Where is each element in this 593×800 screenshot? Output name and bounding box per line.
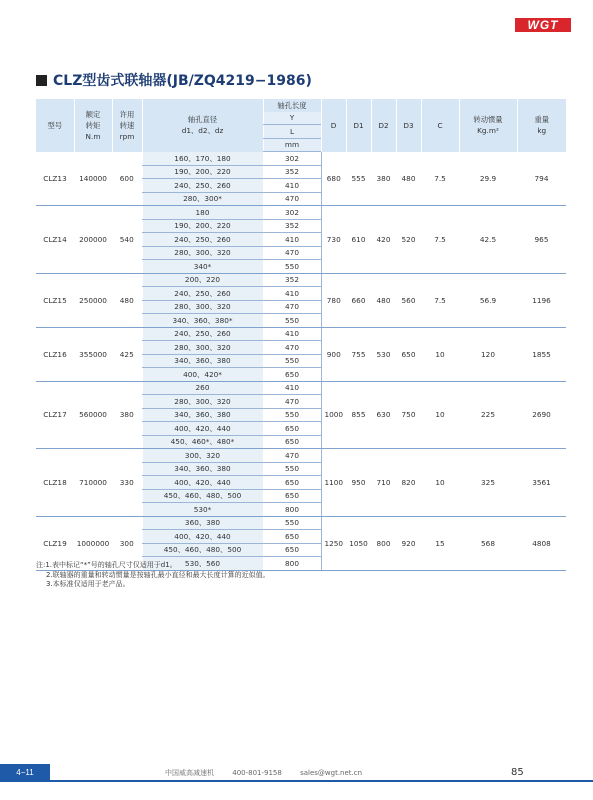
length-cell: 650: [263, 435, 321, 449]
model-cell: CLZ15: [36, 273, 74, 327]
bore-cell: 340、360、380: [142, 462, 263, 476]
bore-cell: 240、250、260: [142, 233, 263, 247]
d-cell: 730: [321, 206, 346, 274]
length-cell: 550: [263, 314, 321, 328]
bore-cell: 300、320: [142, 449, 263, 463]
table-row: [36, 152, 566, 166]
length-cell: 410: [263, 233, 321, 247]
header-weight: 重量 kg: [517, 99, 566, 152]
d3-cell: 750: [396, 381, 421, 449]
weight-cell: 4808: [517, 516, 566, 570]
inertia-cell: 568: [459, 516, 517, 570]
coupling-spec-table: [36, 99, 566, 571]
d3-cell: 560: [396, 273, 421, 327]
length-cell: 800: [263, 557, 321, 571]
header-length: 轴孔长度: [263, 99, 321, 112]
header-D1: D1: [346, 99, 371, 152]
title-square-icon: [36, 75, 47, 86]
table-row: [36, 516, 566, 530]
bore-cell: 280、300、320: [142, 246, 263, 260]
speed-cell: 480: [112, 273, 142, 327]
bore-cell: 280、300、320: [142, 341, 263, 355]
d-cell: 900: [321, 327, 346, 381]
note-3: 3.本标准仅适用于老产品。: [46, 580, 130, 588]
bore-cell: 450、460、480、500: [142, 543, 263, 557]
c-cell: 10: [421, 327, 459, 381]
bore-cell: 240、250、260: [142, 287, 263, 301]
speed-cell: 540: [112, 206, 142, 274]
bore-cell: 180: [142, 206, 263, 220]
d3-cell: 480: [396, 152, 421, 206]
bore-cell: 240、250、260: [142, 327, 263, 341]
weight-cell: 2690: [517, 381, 566, 449]
length-cell: 650: [263, 476, 321, 490]
length-cell: 410: [263, 381, 321, 395]
bore-cell: 190、200、220: [142, 165, 263, 179]
model-cell: CLZ14: [36, 206, 74, 274]
inertia-cell: 56.9: [459, 273, 517, 327]
bore-cell: 280、300*: [142, 192, 263, 206]
d2-cell: 480: [371, 273, 396, 327]
length-cell: 550: [263, 354, 321, 368]
length-cell: 550: [263, 408, 321, 422]
speed-cell: 380: [112, 381, 142, 449]
footer-contact: [165, 768, 378, 778]
length-cell: 470: [263, 395, 321, 409]
d3-cell: 520: [396, 206, 421, 274]
bore-cell: 340、360、380: [142, 354, 263, 368]
torque-cell: 560000: [74, 381, 112, 449]
length-cell: 352: [263, 165, 321, 179]
length-cell: 410: [263, 179, 321, 193]
bore-cell: 340*: [142, 260, 263, 274]
table-row: [36, 273, 566, 287]
table-row: [36, 381, 566, 395]
weight-cell: 794: [517, 152, 566, 206]
length-cell: 650: [263, 422, 321, 436]
page-tab: 4−11: [0, 764, 50, 782]
torque-cell: 710000: [74, 449, 112, 517]
length-cell: 352: [263, 219, 321, 233]
bore-cell: 160、170、180: [142, 152, 263, 166]
c-cell: 15: [421, 516, 459, 570]
note-2: 2.联轴器的重量和转动惯量是按轴孔最小直径和最大长度计算的近似值。: [46, 570, 270, 579]
bore-cell: 450、460、480、500: [142, 489, 263, 503]
torque-cell: 1000000: [74, 516, 112, 570]
d2-cell: 380: [371, 152, 396, 206]
length-cell: 470: [263, 246, 321, 260]
length-cell: 470: [263, 341, 321, 355]
header-bore: 轴孔直径 d1、d2、dz: [142, 99, 263, 152]
length-cell: 410: [263, 327, 321, 341]
bore-cell: 360、380: [142, 516, 263, 530]
torque-cell: 140000: [74, 152, 112, 206]
bore-cell: 530、560: [142, 557, 263, 571]
footer-company: 中国威高减速机: [165, 769, 214, 777]
table-row: [36, 206, 566, 220]
d1-cell: 1050: [346, 516, 371, 570]
inertia-cell: 225: [459, 381, 517, 449]
inertia-cell: 29.9: [459, 152, 517, 206]
d1-cell: 950: [346, 449, 371, 517]
bore-cell: 340、360、380*: [142, 314, 263, 328]
d2-cell: 630: [371, 381, 396, 449]
d2-cell: 800: [371, 516, 396, 570]
d3-cell: 820: [396, 449, 421, 517]
header-torque: 额定 转矩 N.m: [74, 99, 112, 152]
footer-email: sales@wgt.net.cn: [300, 769, 363, 777]
length-cell: 550: [263, 516, 321, 530]
torque-cell: 200000: [74, 206, 112, 274]
table-body: [36, 152, 566, 571]
d1-cell: 660: [346, 273, 371, 327]
bore-cell: 530*: [142, 503, 263, 517]
bore-cell: 200、220: [142, 273, 263, 287]
length-cell: 650: [263, 530, 321, 544]
footer-phone: 400-801-9158: [232, 769, 282, 777]
footer-rule: [50, 780, 593, 782]
header-length-y: Y: [263, 112, 321, 125]
length-cell: 800: [263, 503, 321, 517]
weight-cell: 3561: [517, 449, 566, 517]
page-number: 85: [511, 767, 524, 778]
length-cell: 302: [263, 152, 321, 166]
speed-cell: 330: [112, 449, 142, 517]
notes: [36, 561, 270, 590]
length-cell: 650: [263, 368, 321, 382]
length-cell: 302: [263, 206, 321, 220]
length-cell: 410: [263, 287, 321, 301]
speed-cell: 600: [112, 152, 142, 206]
bore-cell: 400、420、440: [142, 530, 263, 544]
bore-cell: 260: [142, 381, 263, 395]
model-cell: CLZ19: [36, 516, 74, 570]
length-cell: 470: [263, 192, 321, 206]
bore-cell: 450、460*、480*: [142, 435, 263, 449]
d1-cell: 855: [346, 381, 371, 449]
length-cell: 470: [263, 449, 321, 463]
length-cell: 352: [263, 273, 321, 287]
torque-cell: 250000: [74, 273, 112, 327]
c-cell: 10: [421, 449, 459, 517]
d2-cell: 420: [371, 206, 396, 274]
bore-cell: 400、420、440: [142, 422, 263, 436]
header-D: D: [321, 99, 346, 152]
c-cell: 7.5: [421, 206, 459, 274]
page-footer: [0, 764, 593, 786]
header-C: C: [421, 99, 459, 152]
header-speed: 许用 转速 rpm: [112, 99, 142, 152]
section-title: [36, 70, 312, 90]
inertia-cell: 120: [459, 327, 517, 381]
bore-cell: 240、250、260: [142, 179, 263, 193]
length-cell: 550: [263, 462, 321, 476]
speed-cell: 425: [112, 327, 142, 381]
model-cell: CLZ18: [36, 449, 74, 517]
inertia-cell: 325: [459, 449, 517, 517]
d3-cell: 920: [396, 516, 421, 570]
bore-cell: 400、420*: [142, 368, 263, 382]
inertia-cell: 42.5: [459, 206, 517, 274]
model-cell: CLZ13: [36, 152, 74, 206]
bore-cell: 190、200、220: [142, 219, 263, 233]
c-cell: 7.5: [421, 152, 459, 206]
length-cell: 650: [263, 543, 321, 557]
d2-cell: 710: [371, 449, 396, 517]
header-D3: D3: [396, 99, 421, 152]
d-cell: 1250: [321, 516, 346, 570]
torque-cell: 355000: [74, 327, 112, 381]
d1-cell: 610: [346, 206, 371, 274]
c-cell: 10: [421, 381, 459, 449]
page-title: CLZ型齿式联轴器(JB/ZQ4219−1986): [53, 73, 312, 89]
model-cell: CLZ17: [36, 381, 74, 449]
weight-cell: 1196: [517, 273, 566, 327]
length-cell: 470: [263, 300, 321, 314]
header-D2: D2: [371, 99, 396, 152]
c-cell: 7.5: [421, 273, 459, 327]
model-cell: CLZ16: [36, 327, 74, 381]
d-cell: 1100: [321, 449, 346, 517]
d-cell: 680: [321, 152, 346, 206]
weight-cell: 965: [517, 206, 566, 274]
weight-cell: 1855: [517, 327, 566, 381]
bore-cell: 280、300、320: [142, 300, 263, 314]
speed-cell: 300: [112, 516, 142, 570]
d2-cell: 530: [371, 327, 396, 381]
bore-cell: 340、360、380: [142, 408, 263, 422]
table-row: [36, 327, 566, 341]
length-cell: 550: [263, 260, 321, 274]
header-length-unit: mm: [263, 138, 321, 152]
d-cell: 1000: [321, 381, 346, 449]
length-cell: 650: [263, 489, 321, 503]
header-model: 型号: [36, 99, 74, 152]
d1-cell: 755: [346, 327, 371, 381]
note-1: 注:1.表中标记“*”号的轴孔尺寸仅适用于d1。: [36, 561, 177, 569]
bore-cell: 400、420、440: [142, 476, 263, 490]
bore-cell: 280、300、320: [142, 395, 263, 409]
d3-cell: 650: [396, 327, 421, 381]
wgt-logo: WGT: [515, 18, 571, 32]
header-inertia: 转动惯量 Kg.m²: [459, 99, 517, 152]
d-cell: 780: [321, 273, 346, 327]
table-row: [36, 449, 566, 463]
d1-cell: 555: [346, 152, 371, 206]
header-length-l: L: [263, 125, 321, 139]
